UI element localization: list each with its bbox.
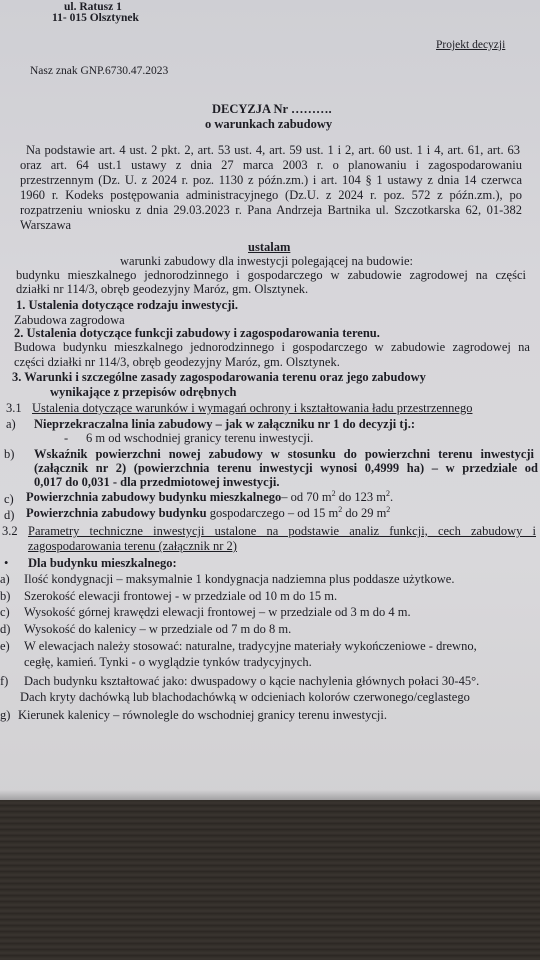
utility-area-to: do 29 m (342, 506, 387, 520)
item-label: a) (0, 572, 10, 586)
item-label: a) (6, 417, 16, 431)
item-label: b) (4, 447, 15, 461)
item-label: f) (0, 674, 9, 688)
preamble-line: Na podstawie art. 4 ust. 2 pkt. 2, art. 53 ust. 4, art. 59 ust. 1 i 2, art. 60 ust. 1 i 4, art. 61, art. 63 (26, 143, 520, 157)
utility-area-from: gospodarczego – od 15 m (206, 506, 339, 520)
storeys-text: Ilość kondygnacji – maksymalnie 1 kondygnacja nadziemna plus poddasze użytkowe. (24, 572, 455, 586)
subsection-3-2-heading-cont: zagospodarowania terenu (załącznik nr 2) (28, 539, 237, 553)
address-city: 11- 015 Olsztynek (52, 12, 139, 24)
item-label: g) (0, 708, 11, 722)
ridge-height-text: Wysokość do kalenicy – w przedziale od 7 m do 8 m. (24, 622, 292, 636)
dash-marker: - (64, 431, 69, 445)
section-2-line: części działki nr 114/3, obręb geodezyjny Maróz, gm. Olsztynek. (14, 355, 340, 369)
preamble-line: przestrzennym (Dz. U. z 2024 r. poz. 1130 z późn.zm.) i art. 104 § 1 ustawy z dnia 14 czerwca (20, 173, 522, 187)
preamble-line: oraz art. 64 ust.1 ustawy z dnia 27 marca 2003 r. o planowaniu i zagospodarowaniu (20, 158, 522, 172)
section-1-heading: 1. Ustalenia dotyczące rodzaju inwestycji. (16, 298, 238, 312)
ustalam-line: warunki zabudowy dla inwestycji polegającej na budowie: (120, 254, 413, 268)
residential-area-row (26, 490, 393, 504)
item-label: d) (0, 622, 11, 636)
item-label: c) (4, 492, 14, 506)
sentence-end: . (389, 490, 394, 504)
subsection-3-1-number: 3.1 (6, 401, 22, 415)
item-label: e) (0, 639, 10, 653)
section-3-heading: 3. Warunki i szczególne zasady zagospodarowania terenu oraz jego zabudowy (12, 370, 426, 384)
preamble-line: rozpatrzeniu wniosku z dnia 29.03.2023 r. Pana Andrzeja Bartnika ul. Szczotkarska 62, 01-382 (20, 203, 522, 217)
building-line-detail: 6 m od wschodniej granicy terenu inwestycji. (86, 431, 314, 445)
item-label: d) (4, 508, 15, 522)
residential-building-heading: Dla budynku mieszkalnego: (28, 556, 177, 570)
unit-exponent: 2 (386, 504, 391, 514)
building-line-text: Nieprzekraczalna linia zabudowy – jak w załączniku nr 1 do decyzji tj.: (34, 417, 415, 431)
ridge-direction-text: Kierunek kalenicy – równolegle do wschodniej granicy terenu inwestycji. (18, 708, 387, 722)
preamble-line: 1960 r. Kodeks postępowania administracyjnego (Dz.U. z 2024 r. poz. 572 z późn.zm.), po (20, 188, 522, 202)
unit-exponent: 2 (338, 504, 343, 514)
subsection-3-2-heading: Parametry techniczne inwestycji ustalone na podstawie analiz funkcji, cech zabudowy i (28, 524, 536, 538)
materials-text-cont: cegłę, kamień. Tynki - o wyglądzie tynków tradycyjnych. (24, 655, 312, 669)
decision-title: DECYZJA Nr ………. (212, 102, 332, 116)
ustalam-heading: ustalam (248, 240, 291, 254)
item-label: b) (0, 589, 11, 603)
address-street: ul. Ratusz 1 (64, 1, 122, 13)
coverage-index-line: 0,017 do 0,031 - dla przedmiotowej inwestycji. (34, 475, 280, 489)
ustalam-line: działki nr 114/3, obręb geodezyjny Maróz, gm. Olsztynek. (16, 282, 309, 296)
subsection-3-2-number: 3.2 (2, 524, 18, 538)
facade-height-text: Wysokość górnej krawędzi elewacji frontowej – w przedziale od 3 m do 4 m. (24, 605, 411, 619)
roof-text-cont: Dach kryty dachówką lub blachodachówką w odcieniach kolorów czerwonego/ceglastego (20, 690, 470, 704)
decision-subtitle: o warunkach zabudowy (205, 117, 333, 131)
section-2-heading: 2. Ustalenia dotyczące funkcji zabudowy i zagospodarowania terenu. (14, 326, 380, 340)
utility-area-row (26, 506, 390, 520)
subsection-3-1-heading: Ustalenia dotyczące warunków i wymagań ochrony i kształtowania ładu przestrzennego (32, 401, 473, 415)
section-3-heading-cont: wynikające z przepisów odrębnych (50, 385, 237, 399)
ustalam-line: budynku mieszkalnego jednorodzinnego i gospodarczego w zabudowie zagrodowej na części (16, 268, 526, 282)
projekt-decyzji-label: Projekt decyzji (436, 39, 506, 51)
residential-area-to: do 123 m (335, 490, 386, 504)
section-1-text: Zabudowa zagrodowa (14, 313, 125, 327)
roof-text: Dach budynku kształtować jako: dwuspadowy o kącie nachylenia głównych połaci 30-45°. (24, 674, 480, 688)
residential-area-from: – od 70 m (281, 490, 332, 504)
coverage-index-line: (załącznik nr 2) (powierzchnia terenu inwestycji wynosi 0,4999 ha) – w przedziale od (34, 461, 538, 475)
item-label: c) (0, 605, 10, 619)
bullet-marker: • (4, 556, 9, 570)
unit-exponent: 2 (385, 488, 390, 498)
background-surface (0, 800, 540, 960)
materials-text: W elewacjach należy stosować: naturalne, tradycyjne materiały wykończeniowe - drewno, (24, 639, 477, 653)
coverage-index-line: Wskaźnik powierzchni nowej zabudowy w stosunku do powierzchni terenu inwestycji (34, 447, 534, 461)
reference-number: Nasz znak GNP.6730.47.2023 (30, 65, 169, 77)
preamble-line: Warszawa (20, 218, 72, 232)
section-2-line: Budowa budynku mieszkalnego jednorodzinnego i gospodarczego w zabudowie zagrodowej na (14, 340, 530, 354)
unit-exponent: 2 (331, 488, 336, 498)
residential-area-text: Powierzchnia zabudowy budynku mieszkalnego (26, 490, 282, 504)
utility-area-text: Powierzchnia zabudowy budynku (26, 506, 207, 520)
facade-width-text: Szerokość elewacji frontowej - w przedziale od 10 m do 15 m. (24, 589, 338, 603)
